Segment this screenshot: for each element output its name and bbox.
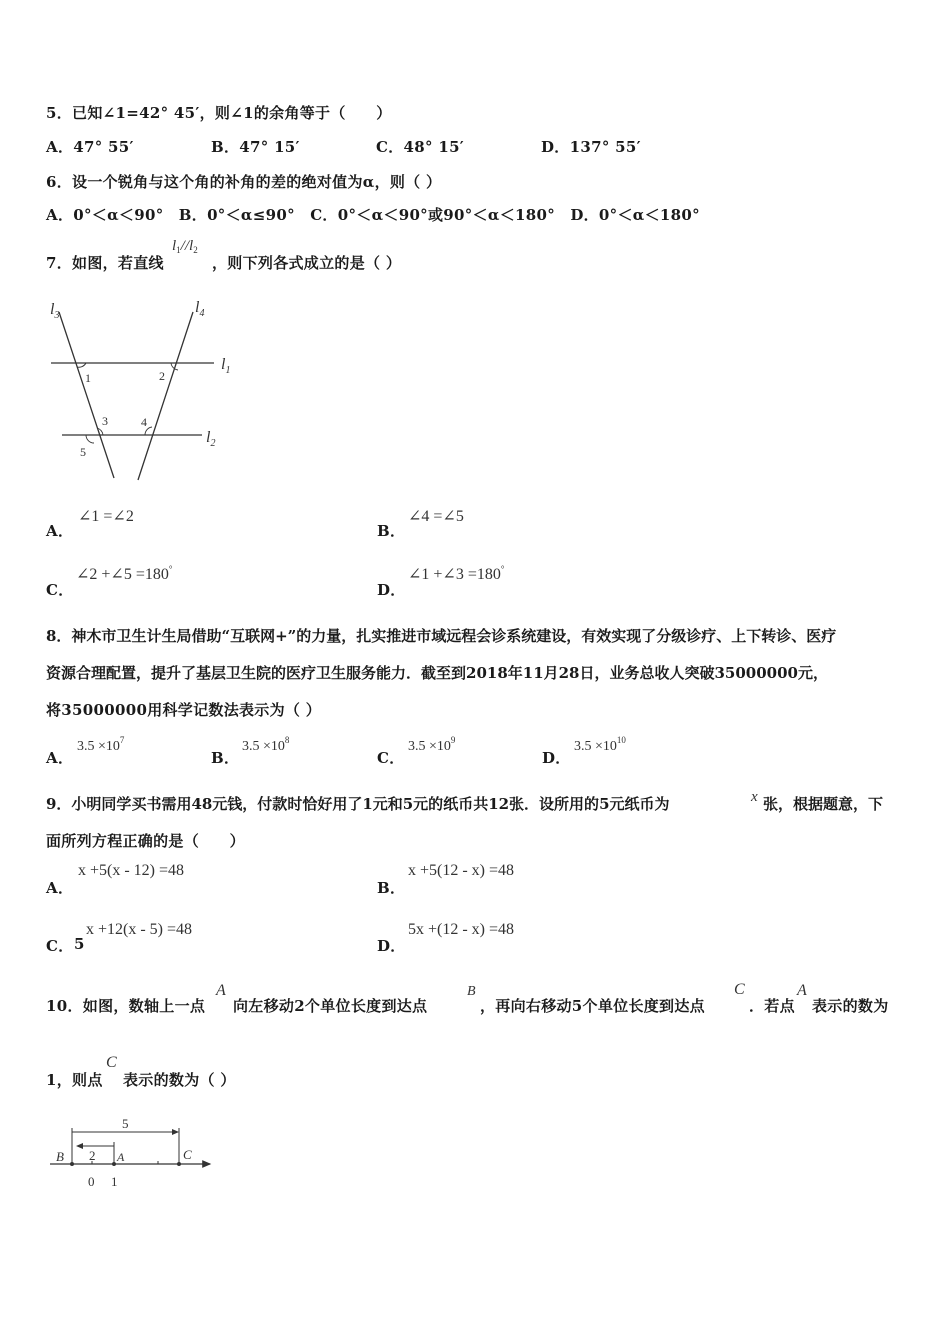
q9-variable-x: x [751,789,758,805]
q7-option-a-expr: ∠1 =∠2 [78,508,134,525]
q7-parallel-expr: $l_1//l_2$ [172,238,198,255]
q9-line2: 面所列方程正确的是（ ） [46,832,245,850]
q6-stem: 6．设一个锐角与这个角的补角的差的绝对值为α，则（ ） [46,173,442,191]
q5-option-d: D．137° 55′ [541,138,641,156]
angle-arc-5 [86,435,94,443]
angle-label-1: 1 [85,371,91,385]
q8-option-d-expr: $3.5 \times 10^{10}$ [574,735,626,754]
q7-stem-prefix: 7．如图，若直线 [46,254,164,272]
q8-line3: 将35000000用科学记数法表示为（ ） [46,701,322,719]
q7-stem-suffix: ，则下列各式成立的是（ ） [212,254,402,272]
q9-line1-prefix: 9．小明同学买书需用48元钱，付款时恰好用了1元和5元的纸币共12张．设所用的5元纸币为 [46,795,670,813]
q7-option-b-expr: ∠4 =∠5 [408,508,464,525]
q9-option-b-label: B． [377,879,406,897]
q8-option-a-expr: $3.5 \times 10^7$ [77,735,125,754]
label-two: 2 [89,1148,96,1163]
angle-label-3: 3 [102,414,108,428]
q8-line1: 8．神木市卫生计生局借助“互联网+”的力量，扎实推进市域远程会诊系统建设，有效实现了分级诊疗、上下转诊、医疗 [46,627,837,645]
q9-option-a-label: A． [46,879,74,897]
line-l3 [59,312,114,478]
angle-label-4: 4 [141,415,147,429]
q9-option-a-expr: x +5(x - 12) =48 [78,862,185,879]
angle-label-2: 2 [159,369,165,383]
q7-parallel-lines-figure [40,292,240,492]
label-b: B [56,1149,64,1164]
label-one: 1 [111,1174,118,1189]
q9-option-c-label: C． [46,937,74,955]
q9-option-c-expr: x +12(x - 5) =48 [86,921,193,938]
q9-line1-suffix: 张，根据题意，下 [763,795,884,813]
label-c: C [183,1147,192,1162]
q10-seg3: ，再向右移动5个单位长度到达点 [480,997,705,1015]
angle-label-5: 5 [80,445,86,459]
q9-option-d-label: D． [377,937,406,955]
q10-point-c: C [734,981,745,998]
q10-line2-prefix: 1，则点 [46,1071,103,1089]
label-a: A [117,1150,125,1164]
q10-seg1: 10．如图，数轴上一点 [46,997,206,1015]
q5-option-b: B．47° 15′ [211,138,300,156]
q8-option-c-expr: $3.5 \times 10^9$ [408,735,456,754]
q8-option-a-label: A． [46,749,74,767]
q10-line2-suffix: 表示的数为（ ） [123,1071,236,1089]
q8-option-c-label: C． [377,749,405,767]
q9-option-b-expr: x +5(12 - x) =48 [408,862,515,879]
q5-option-a: A．47° 55′ [46,138,134,156]
label-l2: $l_2$ [206,429,216,449]
q7-option-d-expr: ∠1 +∠3 =180° [408,564,505,583]
q10-number-line-figure [44,1112,224,1192]
q10-seg4: ．若点 [749,997,795,1015]
q9-option-c-pre: 5 [74,935,85,953]
q10-seg5: 表示的数为 [812,997,889,1015]
q10-point-b: B [467,984,476,999]
label-l3: $l_3$ [50,301,60,321]
q6-options: A．0°＜α＜90° B．0°＜α≤90° C．0°＜α＜90°或90°＜α＜180° D．0°＜α＜180° [46,206,700,224]
label-zero: 0 [88,1174,95,1189]
q7-option-c-label: C． [46,581,74,599]
q8-option-b-label: B． [211,749,240,767]
label-l1: $l_1$ [221,356,231,376]
q5-stem: 5．已知∠1=42° 45′，则∠1的余角等于（ ） [46,104,392,122]
q10-point-a-ref: A [797,982,807,999]
label-l4: $l_4$ [195,299,205,319]
q8-line2: 资源合理配置，提升了基层卫生院的医疗卫生服务能力．截至到2018年11月28日，业务总收人突破35000000元， [46,664,828,682]
q7-option-a-label: A． [46,522,74,540]
q9-option-d-expr: 5x +(12 - x) =48 [408,921,515,938]
q7-option-b-label: B． [377,522,406,540]
q10-seg2: 向左移动2个单位长度到达点 [233,997,428,1015]
q10-point-a: A [216,982,226,999]
label-five: 5 [122,1116,129,1131]
q10-point-c-ref: C [106,1054,117,1071]
q8-option-d-label: D． [542,749,571,767]
q7-option-d-label: D． [377,581,406,599]
q8-option-b-expr: $3.5 \times 10^8$ [242,735,290,754]
line-l4 [138,312,193,480]
q7-option-c-expr: ∠2 +∠5 =180° [76,564,173,583]
q5-option-c: C．48° 15′ [376,138,465,156]
